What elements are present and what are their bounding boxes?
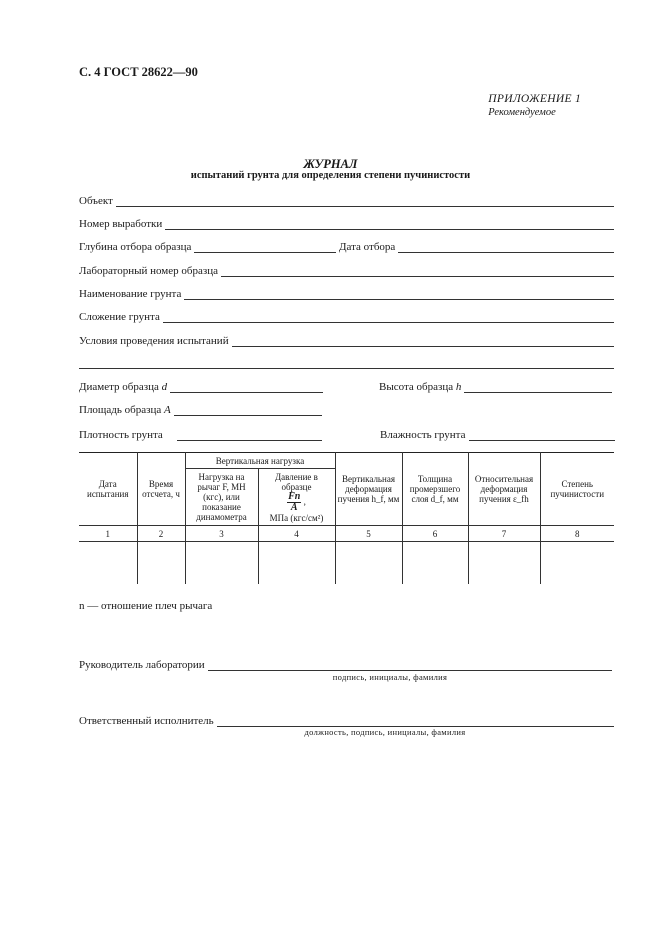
pressure-fraction: $\frac{Fn}{A}$ xyxy=(288,490,301,513)
signature-executor-label: Ответственный исполнитель xyxy=(79,715,214,727)
field-test-conditions-line[interactable] xyxy=(232,336,614,347)
table-cell[interactable] xyxy=(540,542,614,585)
field-sample-area xyxy=(79,402,322,416)
table-cell[interactable] xyxy=(137,542,185,585)
col-header-pressure: Давление в образце $\frac{Fn}{A}$ , МПа (кгс/см²) xyxy=(258,469,335,526)
field-test-conditions-label: Условия проведения испытаний xyxy=(79,335,229,347)
col-header-frozen-thickness: Толщина промерзшего слоя d_f, мм xyxy=(402,453,468,526)
col-number: 5 xyxy=(335,526,402,542)
field-excavation xyxy=(79,216,614,230)
appendix-status: Рекомендуемое xyxy=(488,107,556,118)
signature-executor-line[interactable] xyxy=(217,716,614,727)
field-object-label: Объект xyxy=(79,195,113,207)
appendix-block xyxy=(488,92,581,120)
field-sampling-date-label: Дата отбора xyxy=(339,241,396,253)
col-number: 1 xyxy=(79,526,137,542)
signature-lab-head xyxy=(79,657,612,671)
field-excavation-line[interactable] xyxy=(165,219,614,230)
lever-ratio-note: n — отношение плеч рычага xyxy=(79,600,213,612)
field-object-line[interactable] xyxy=(116,196,614,207)
field-sample-area-label: Площадь образца A xyxy=(79,404,171,416)
table-cell[interactable] xyxy=(79,542,137,585)
table-cell[interactable] xyxy=(258,542,335,585)
field-lab-sample xyxy=(79,263,614,277)
col-number: 8 xyxy=(540,526,614,542)
field-sample-height-label: Высота образца h xyxy=(379,381,462,393)
field-soil-density-line[interactable] xyxy=(177,430,322,441)
field-soil-density-label: Плотность грунта xyxy=(79,429,163,441)
field-excavation-label: Номер выработки xyxy=(79,218,163,230)
signature-executor xyxy=(79,713,614,727)
field-soil-composition-label: Сложение грунта xyxy=(79,311,160,323)
field-soil-moisture-line[interactable] xyxy=(469,430,615,441)
field-soil-name-label: Наименование грунта xyxy=(79,288,182,300)
table-cell[interactable] xyxy=(185,542,258,585)
field-sampling-depth xyxy=(79,239,336,253)
table-cell[interactable] xyxy=(402,542,468,585)
field-sample-diameter-line[interactable] xyxy=(170,382,323,393)
field-sample-area-line[interactable] xyxy=(174,405,322,416)
col-header-relative-deformation: Относительная деформация пучения ε_fh xyxy=(468,453,540,526)
page-header: С. 4 ГОСТ 28622—90 xyxy=(79,65,198,79)
signature-executor-caption: должность, подпись, инициалы, фамилия xyxy=(304,727,466,737)
signature-lab-head-label: Руководитель лаборатории xyxy=(79,659,205,671)
signature-lab-head-line[interactable] xyxy=(208,660,612,671)
table-cell[interactable] xyxy=(335,542,402,585)
field-sample-height xyxy=(379,379,612,393)
field-sampling-date-line[interactable] xyxy=(398,242,614,253)
field-sampling-date xyxy=(339,239,614,253)
table-row xyxy=(79,542,614,585)
field-test-conditions xyxy=(79,333,614,347)
field-object xyxy=(79,193,614,207)
journal-title: ЖУРНАЛ xyxy=(303,157,358,171)
field-soil-name-line[interactable] xyxy=(184,289,614,300)
col-header-lever-load: Нагрузка на рычаг F, МН (кгс), или показание динамометра xyxy=(185,469,258,526)
col-number: 4 xyxy=(258,526,335,542)
field-sampling-depth-line[interactable] xyxy=(194,242,336,253)
col-header-heave-deformation: Вертикальная деформация пучения h_f, мм xyxy=(335,453,402,526)
col-number: 6 xyxy=(402,526,468,542)
signature-lab-head-caption: подпись, инициалы, фамилия xyxy=(332,672,448,682)
field-soil-moisture-label: Влажность грунта xyxy=(380,429,466,441)
field-test-conditions-line-2[interactable] xyxy=(79,368,614,369)
field-soil-density xyxy=(79,427,322,441)
table-cell[interactable] xyxy=(468,542,540,585)
col-group-vertical-load: Вертикальная нагрузка xyxy=(185,453,335,469)
field-lab-sample-label: Лабораторный номер образца xyxy=(79,265,218,277)
col-number: 7 xyxy=(468,526,540,542)
col-number: 2 xyxy=(137,526,185,542)
field-soil-composition xyxy=(79,309,614,323)
field-soil-name xyxy=(79,286,614,300)
col-header-heaving-degree: Степень пучинистости xyxy=(540,453,614,526)
test-table xyxy=(79,452,614,584)
field-sample-diameter xyxy=(79,379,323,393)
field-sampling-depth-label: Глубина отбора образца xyxy=(79,241,192,253)
appendix-title: ПРИЛОЖЕНИЕ 1 xyxy=(488,93,581,105)
field-lab-sample-line[interactable] xyxy=(221,266,614,277)
col-header-test-date: Дата испытания xyxy=(79,453,137,526)
field-sample-diameter-label: Диаметр образца d xyxy=(79,381,168,393)
field-soil-composition-line[interactable] xyxy=(163,312,614,323)
col-header-reading-time: Время отсчета, ч xyxy=(137,453,185,526)
field-sample-height-line[interactable] xyxy=(464,382,612,393)
journal-subtitle: испытаний грунта для определения степени пучинистости xyxy=(190,170,471,181)
col-number: 3 xyxy=(185,526,258,542)
field-soil-moisture xyxy=(380,427,615,441)
